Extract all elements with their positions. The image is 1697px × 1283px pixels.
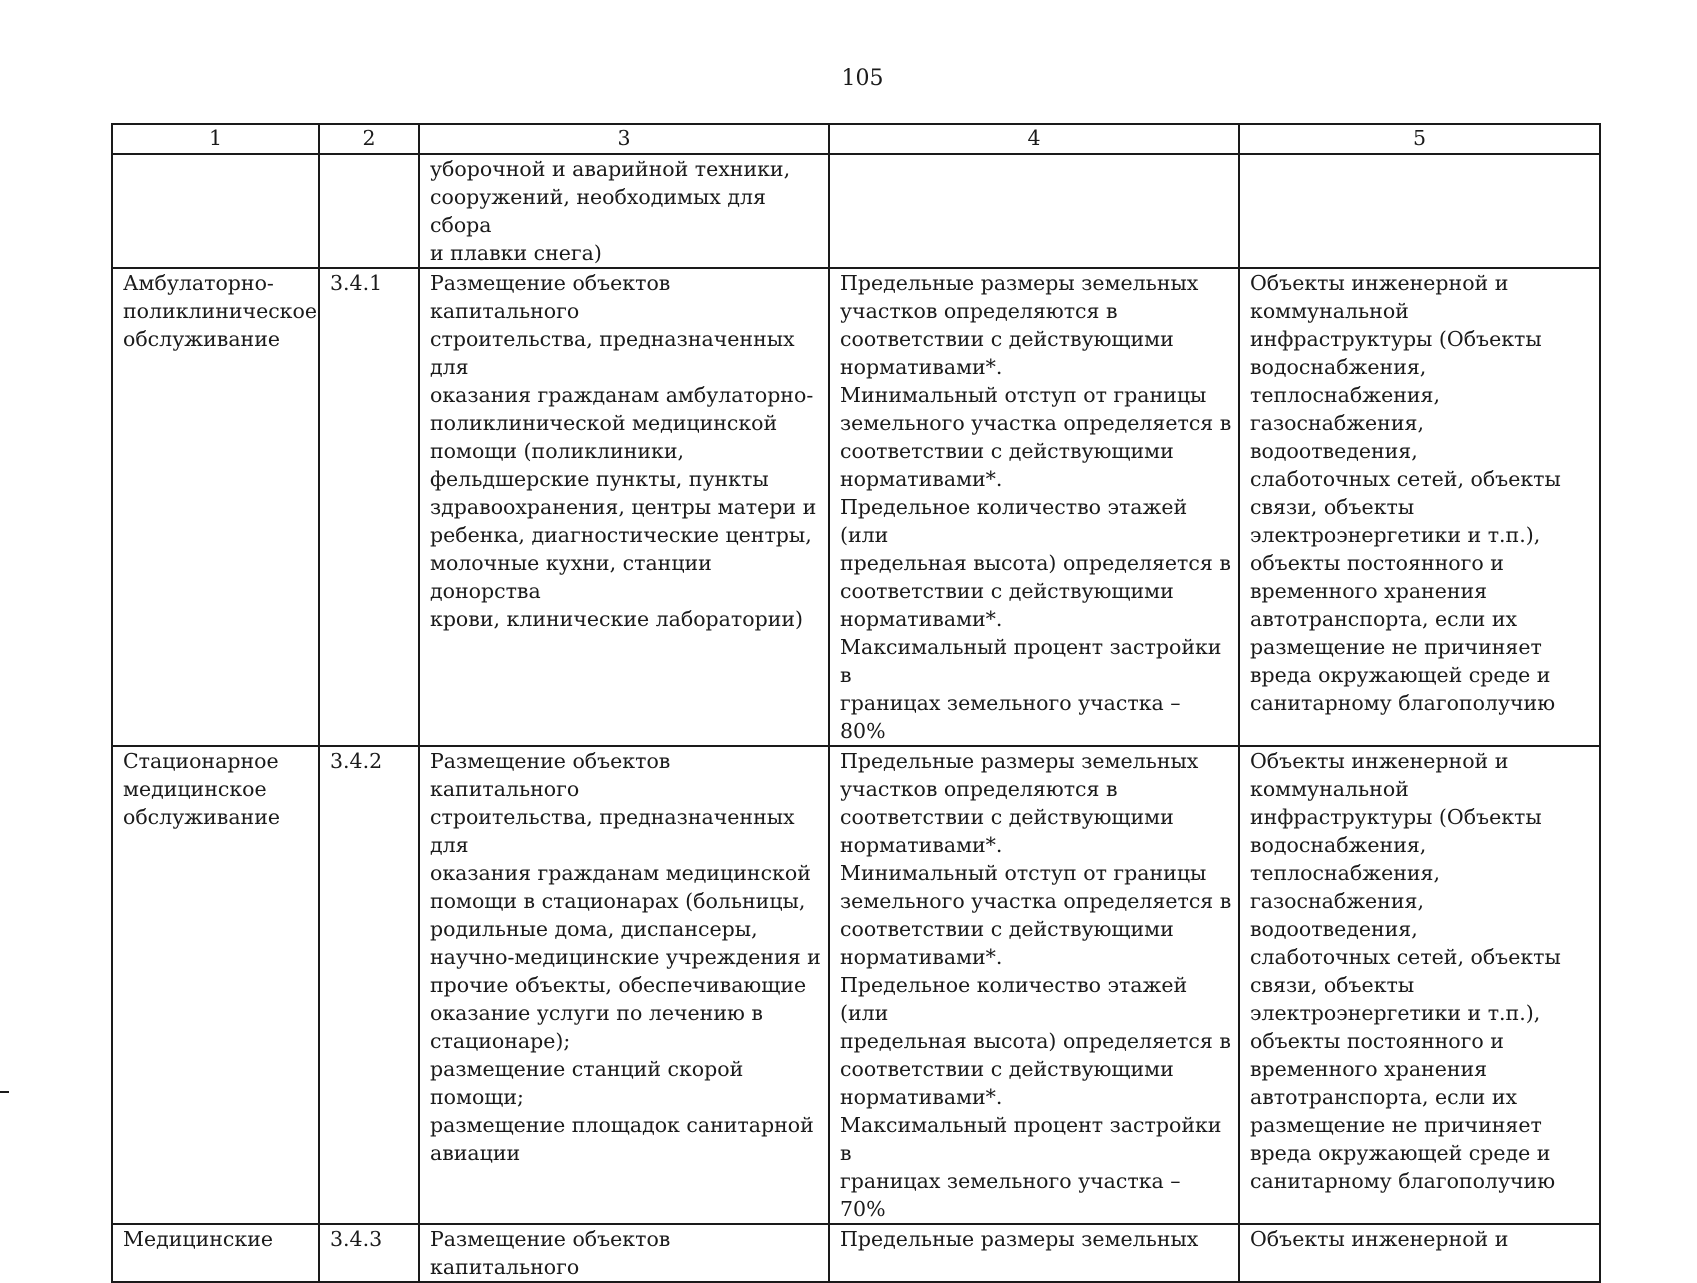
column-header-1: 1 <box>112 124 319 154</box>
parameters-cell <box>829 154 1239 268</box>
parameters-cell: Предельные размеры земельных участков определяются в соответствии с действующими нормативами*. Минимальный отступ от границы земельного участка определяется в соответствии с действующими нормативами*. Предельное количество этажей (или предельная высота) определяется в соответствии с действующими нормативами*. Максимальный процент застройки в границах земельного участка – 80% <box>829 268 1239 746</box>
column-header-5: 5 <box>1239 124 1600 154</box>
use-name-cell <box>112 154 319 268</box>
auxiliary-uses-cell: Объекты инженерной и <box>1239 1224 1600 1282</box>
table-header-row <box>112 124 1600 154</box>
auxiliary-uses-cell: Объекты инженерной и коммунальной инфраструктуры (Объекты водоснабжения, теплоснабжения, газоснабжения, водоотведения, слаботочных сетей, объекты связи, объекты электроэнергетики и т.п.), объекты постоянного и временного хранения автотранспорта, если их размещение не причиняет вреда окружающей среде и санитарному благополучию <box>1239 746 1600 1224</box>
auxiliary-uses-cell: Объекты инженерной и коммунальной инфраструктуры (Объекты водоснабжения, теплоснабжения, газоснабжения, водоотведения, слаботочных сетей, объекты связи, объекты электроэнергетики и т.п.), объекты постоянного и временного хранения автотранспорта, если их размещение не причиняет вреда окружающей среде и санитарному благополучию <box>1239 268 1600 746</box>
use-description-cell: уборочной и аварийной техники, сооружений, необходимых для сбора и плавки снега) <box>419 154 829 268</box>
parameters-cell: Предельные размеры земельных участков определяются в соответствии с действующими нормативами*. Минимальный отступ от границы земельного участка определяется в соответствии с действующими нормативами*. Предельное количество этажей (или предельная высота) определяется в соответствии с действующими нормативами*. Максимальный процент застройки в границах земельного участка – 70% <box>829 746 1239 1224</box>
column-header-2: 2 <box>319 124 419 154</box>
use-description-cell: Размещение объектов капитального <box>419 1224 829 1282</box>
column-header-4: 4 <box>829 124 1239 154</box>
use-code-cell <box>319 154 419 268</box>
use-code-cell: 3.4.3 <box>319 1224 419 1282</box>
use-code-cell: 3.4.2 <box>319 746 419 1224</box>
table-row <box>112 746 1600 1224</box>
column-header-3: 3 <box>419 124 829 154</box>
zoning-regulations-table <box>111 123 1601 1283</box>
table-row <box>112 1224 1600 1282</box>
table-row <box>112 154 1600 268</box>
use-name-cell: Амбулаторно- поликлиническое обслуживание <box>112 268 319 746</box>
margin-mark <box>0 1091 9 1093</box>
page-number: 105 <box>841 66 884 91</box>
parameters-cell: Предельные размеры земельных <box>829 1224 1239 1282</box>
use-description-cell: Размещение объектов капитального строительства, предназначенных для оказания гражданам медицинской помощи в стационарах (больницы, родильные дома, диспансеры, научно-медицинские учреждения и прочие объекты, обеспечивающие оказание услуги по лечению в стационаре); размещение станций скорой помощи; размещение площадок санитарной авиации <box>419 746 829 1224</box>
use-description-cell: Размещение объектов капитального строительства, предназначенных для оказания гражданам амбулаторно- поликлинической медицинской помощи (поликлиники, фельдшерские пункты, пункты здравоохранения, центры матери и ребенка, диагностические центры, молочные кухни, станции донорства крови, клинические лаборатории) <box>419 268 829 746</box>
use-name-cell: Медицинские <box>112 1224 319 1282</box>
use-name-cell: Стационарное медицинское обслуживание <box>112 746 319 1224</box>
use-code-cell: 3.4.1 <box>319 268 419 746</box>
table-row <box>112 268 1600 746</box>
auxiliary-uses-cell <box>1239 154 1600 268</box>
